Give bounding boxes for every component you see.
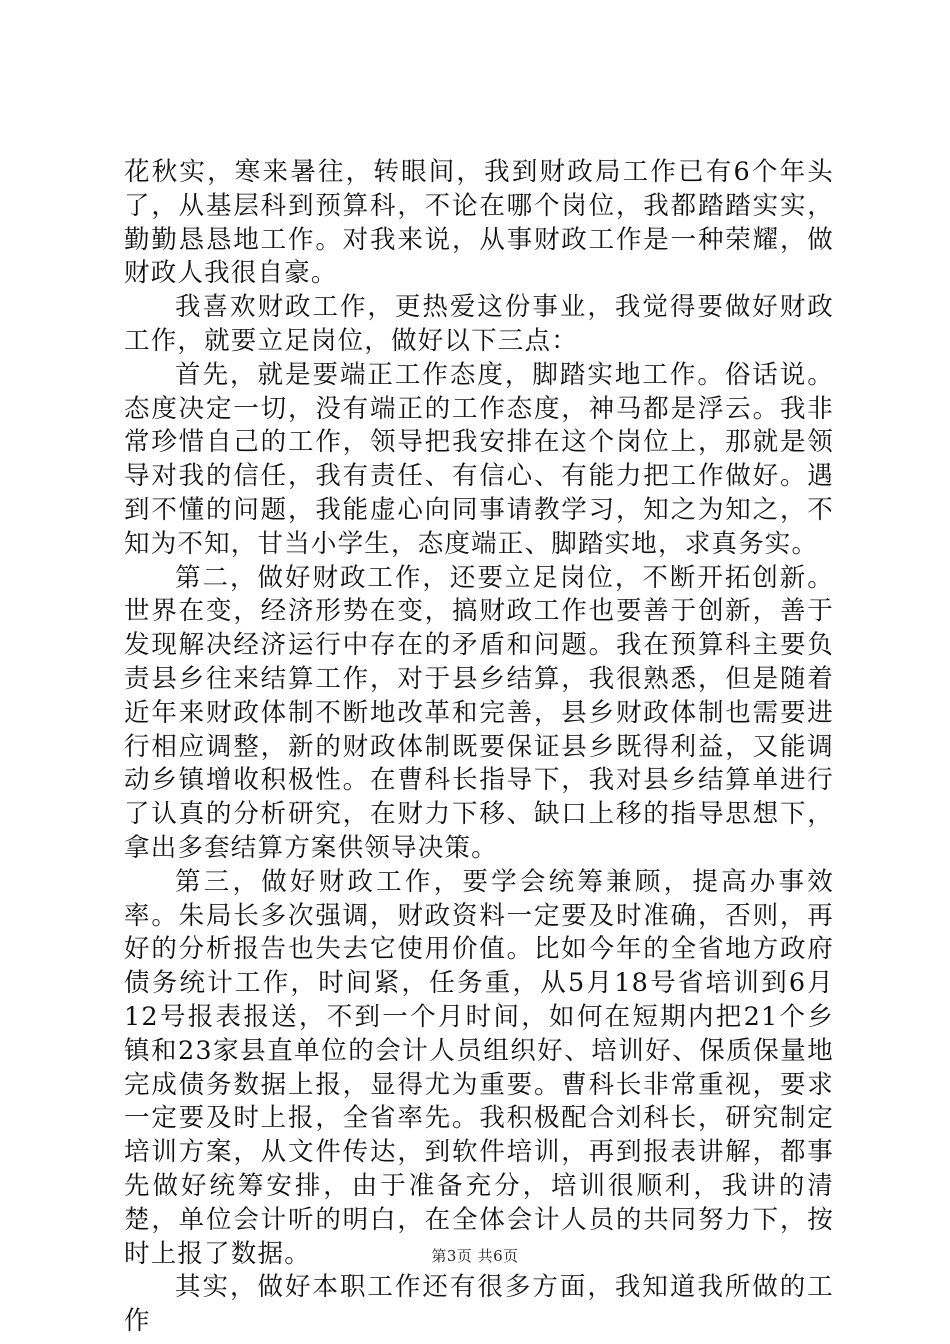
document-body bbox=[124, 156, 834, 1339]
paragraph-point-one: 首先，就是要端正工作态度，脚踏实地工作。俗话说。态度决定一切，没有端正的工作态度，神马都是浮云。我非常珍惜自己的工作，领导把我安排在这个岗位上，那就是领导对我的信任，我有责任、有信心、有能力把工作做好。遇到不懂的问题，我能虚心向同事请教学习，知之为知之，不知为不知，甘当小学生，态度端正、脚踏实地，求真务实。 bbox=[124, 359, 834, 559]
paragraph-continuation: 花秋实，寒来暑往，转眼间，我到财政局工作已有6个年头了，从基层科到预算科，不论在哪个岗位，我都踏踏实实，勤勤恳恳地工作。对我来说，从事财政工作是一种荣耀，做财政人我很自豪。 bbox=[124, 157, 834, 289]
paragraph-point-three: 第三，做好财政工作，要学会统筹兼顾，提高办事效率。朱局长多次强调，财政资料一定要及时准确，否则，再好的分析报告也失去它使用价值。比如今年的全省地方政府债务统计工作，时间紧，任务重，从5月18号省培训到6月12号报表报送，不到一个月时间，如何在短期内把21个乡镇和23家县直单位的会计人员组织好、培训好、保质保量地完成债务数据上报，显得尤为重要。曹科长非常重视，要求一定要及时上报，全省率先。我积极配合刘科长，研究制定培训方案，从文件传达，到软件培训，再到报表讲解，都事先做好统筹安排，由于准备充分，培训很顺利，我讲的清楚，单位会计听的明白，在全体会计人员的共同努力下，按时上报了数据。 bbox=[124, 866, 834, 1269]
paragraph-point-two: 第二，做好财政工作，还要立足岗位，不断开拓创新。世界在变，经济形势在变，搞财政工作也要善于创新，善于发现解决经济运行中存在的矛盾和问题。我在预算科主要负责县乡往来结算工作，对于县乡结算，我很熟悉，但是随着近年来财政体制不断地改革和完善，县乡财政体制也需要进行相应调整，新的财政体制既要保证县乡既得利益，又能调动乡镇增收积极性。在曹科长指导下，我对县乡结算单进行了认真的分析研究，在财力下移、缺口上移的指导思想下，拿出多套结算方案供领导决策。 bbox=[124, 562, 834, 863]
paragraph-closing: 其实，做好本职工作还有很多方面，我知道我所做的工作 bbox=[124, 1272, 834, 1337]
paragraph-intro: 我喜欢财政工作，更热爱这份事业，我觉得要做好财政工作，就要立足岗位，做好以下三点： bbox=[124, 292, 834, 356]
page-footer: 第3页 共6页 bbox=[431, 1247, 519, 1265]
